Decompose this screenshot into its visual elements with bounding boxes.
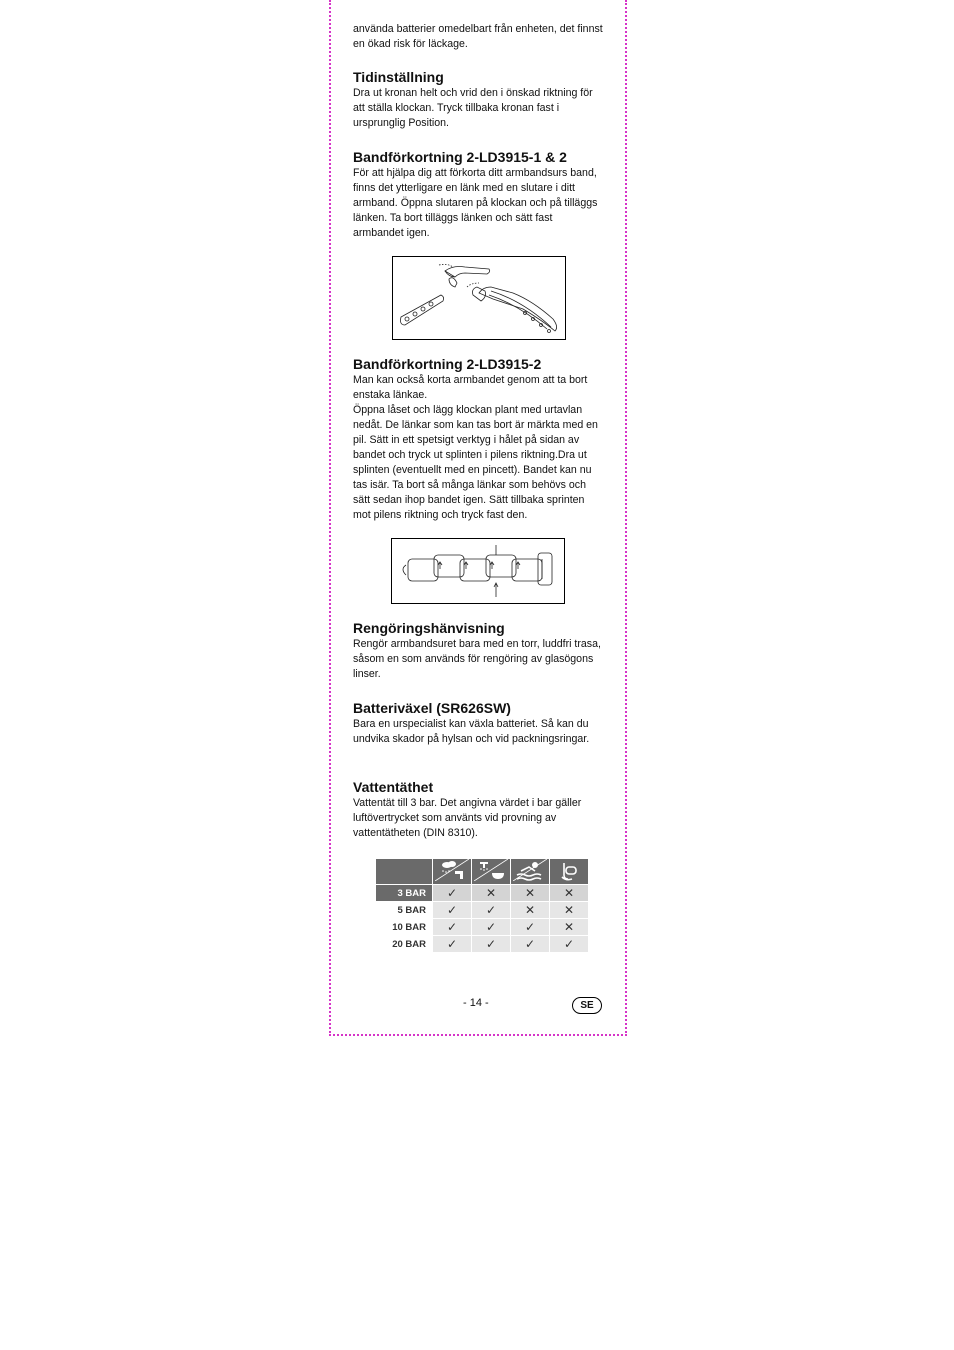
section-band2 (353, 355, 605, 523)
table-cell: ✓ (550, 936, 588, 952)
table-cell: ✓ (511, 919, 549, 935)
table-cell: ✕ (550, 919, 588, 935)
bracelet-links-illustration (392, 539, 564, 603)
table-cell: ✓ (433, 902, 471, 918)
table-cell: ✕ (550, 885, 588, 901)
rain-splash-icon (433, 859, 471, 884)
section-water (353, 778, 605, 841)
section-title: Rengöringshänvisning (353, 620, 505, 636)
page-number: - 14 - (463, 997, 489, 1009)
section-text: Vattentät till 3 bar. Det angivna värdet i bar gäller luftövertrycket som använts vid provning av vattentätheten (DIN 8310). (353, 797, 582, 839)
table-row (376, 902, 588, 918)
table-row (376, 885, 588, 901)
swimming-icon (511, 859, 549, 884)
section-title: Tidinställning (353, 69, 444, 85)
table-cell: ✓ (472, 902, 510, 918)
table-cell: ✕ (472, 885, 510, 901)
table-row (376, 919, 588, 935)
manual-page (329, 0, 627, 1036)
row-label: 10 BAR (392, 921, 426, 933)
table-cell: ✓ (433, 885, 471, 901)
row-label: 5 BAR (397, 904, 426, 916)
section-text: Öppna låset och lägg klockan plant med urtavlan nedåt. De länkar som kan tas bort är märkta med en pil. Sätt in ett spetsigt verktyg i hålet på sidan av bandet och tryck ut splinten i pilens riktning.Dra ut splinten (eventuellt med en pincett). Bandet kan nu tas isär. Ta bort så många länkar som behövs och sätt sedan ihop bandet igen. Sätt tillbaka sprinten mot pilens riktning och tryck fast den. (353, 404, 598, 521)
table-cell: ✕ (511, 885, 549, 901)
section-title: Bandförkortning 2-LD3915-2 (353, 356, 542, 372)
band-clasp-illustration (393, 257, 565, 339)
section-battery (353, 699, 605, 747)
table-cell: ✕ (550, 902, 588, 918)
header-corner (376, 859, 432, 884)
snorkel-icon (550, 859, 588, 884)
shower-bath-icon (472, 859, 510, 884)
table-row (376, 936, 588, 952)
bracelet-links-figure (391, 538, 565, 604)
section-text: För att hjälpa dig att förkorta ditt armbandsurs band, finns det ytterligare en länk med en slutare i ditt armband. Öppna slutaren på klockan och på tilläggs länken. Ta bort tilläggs länken och sätt fast armbandet igen. (353, 167, 598, 239)
table-cell: ✕ (511, 902, 549, 918)
intro-text: använda batterier omedelbart från enheten, det finnst en ökad risk för läckage. (353, 23, 603, 50)
row-label: 3 BAR (376, 885, 432, 901)
water-resistance-table (375, 858, 589, 953)
table-cell: ✓ (433, 936, 471, 952)
section-title: Batteriväxel (SR626SW) (353, 700, 511, 716)
section-time (353, 68, 605, 131)
table-cell: ✓ (472, 936, 510, 952)
table-cell: ✓ (472, 919, 510, 935)
section-text: Rengör armbandsuret bara med en torr, luddfri trasa, såsom en som används för rengöring av glasögons linser. (353, 638, 601, 680)
language-badge: SE (572, 997, 602, 1014)
section-text: Bara en urspecialist kan växla batteriet. Så kan du undvika skador på hylsan och vid packningsringar. (353, 718, 590, 745)
table-cell: ✓ (433, 919, 471, 935)
section-title: Bandförkortning 2-LD3915-1 & 2 (353, 149, 567, 165)
row-label: 20 BAR (392, 938, 426, 950)
band-clasp-figure (392, 256, 566, 340)
intro-block (353, 22, 605, 52)
section-cleaning (353, 619, 605, 682)
section-title: Vattentäthet (353, 779, 434, 795)
section-text: Man kan också korta armbandet genom att ta bort enstaka länkae. (353, 374, 588, 401)
section-text: Dra ut kronan helt och vrid den i önskad riktning för att ställa klockan. Tryck tillbaka kronan fast i ursprunglig Position. (353, 87, 593, 129)
table-cell: ✓ (511, 936, 549, 952)
section-band1 (353, 148, 605, 241)
